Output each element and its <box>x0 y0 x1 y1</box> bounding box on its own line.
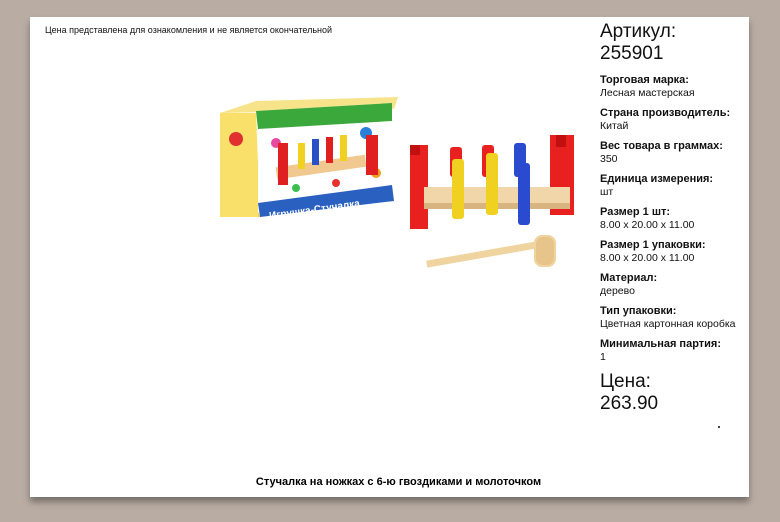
pound-bench-toy <box>410 135 574 229</box>
sku-block <box>600 21 748 65</box>
spec-label: Размер 1 шт: <box>600 206 671 218</box>
spec-package-type <box>600 305 748 331</box>
stray-dot <box>718 426 720 428</box>
product-card <box>30 17 749 497</box>
spec-label: Материал: <box>600 272 658 284</box>
spec-label: Размер 1 упаковки: <box>600 239 706 251</box>
spec-label: Вес товара в граммах: <box>600 140 723 152</box>
spec-value: 8.00 х 20.00 х 11.00 <box>600 219 695 231</box>
spec-label: Единица измерения: <box>600 173 714 185</box>
spec-label: Страна производитель: <box>600 107 731 119</box>
product-image <box>216 83 582 283</box>
spec-brand <box>600 74 748 100</box>
spec-value: Цветная картонная коробка <box>600 318 736 330</box>
spec-material <box>600 272 748 298</box>
spec-unit <box>600 173 748 199</box>
box-label: Игрушка-Стучалка <box>268 198 361 222</box>
spec-value: Лесная мастерская <box>600 87 695 99</box>
hammer <box>426 235 556 268</box>
spec-label: Минимальная партия: <box>600 338 721 350</box>
spec-package-size <box>600 239 748 265</box>
price-disclaimer: Цена представлена для ознакомления и не является окончательной <box>45 25 333 35</box>
price-value: 263.90 <box>600 393 659 414</box>
spec-value: шт <box>600 186 614 198</box>
product-caption: Стучалка на ножках с 6-ю гвоздиками и молоточком <box>255 476 542 488</box>
spec-label: Торговая марка: <box>600 74 689 86</box>
spec-country <box>600 107 748 133</box>
price-block <box>600 371 748 415</box>
spec-min-order <box>600 338 748 364</box>
spec-label: Тип упаковки: <box>600 305 677 317</box>
price-label: Цена: <box>600 371 651 392</box>
spec-value: 1 <box>600 351 606 363</box>
spec-weight <box>600 140 748 166</box>
spec-item-size <box>600 206 748 232</box>
spec-value: Китай <box>600 120 629 132</box>
sku-value: 255901 <box>600 43 664 64</box>
spec-value: дерево <box>600 285 635 297</box>
toy-box <box>220 97 398 222</box>
spec-value: 350 <box>600 153 618 165</box>
sku-label: Артикул: <box>600 21 677 42</box>
product-info <box>600 21 748 415</box>
spec-value: 8.00 х 20.00 х 11.00 <box>600 252 695 264</box>
